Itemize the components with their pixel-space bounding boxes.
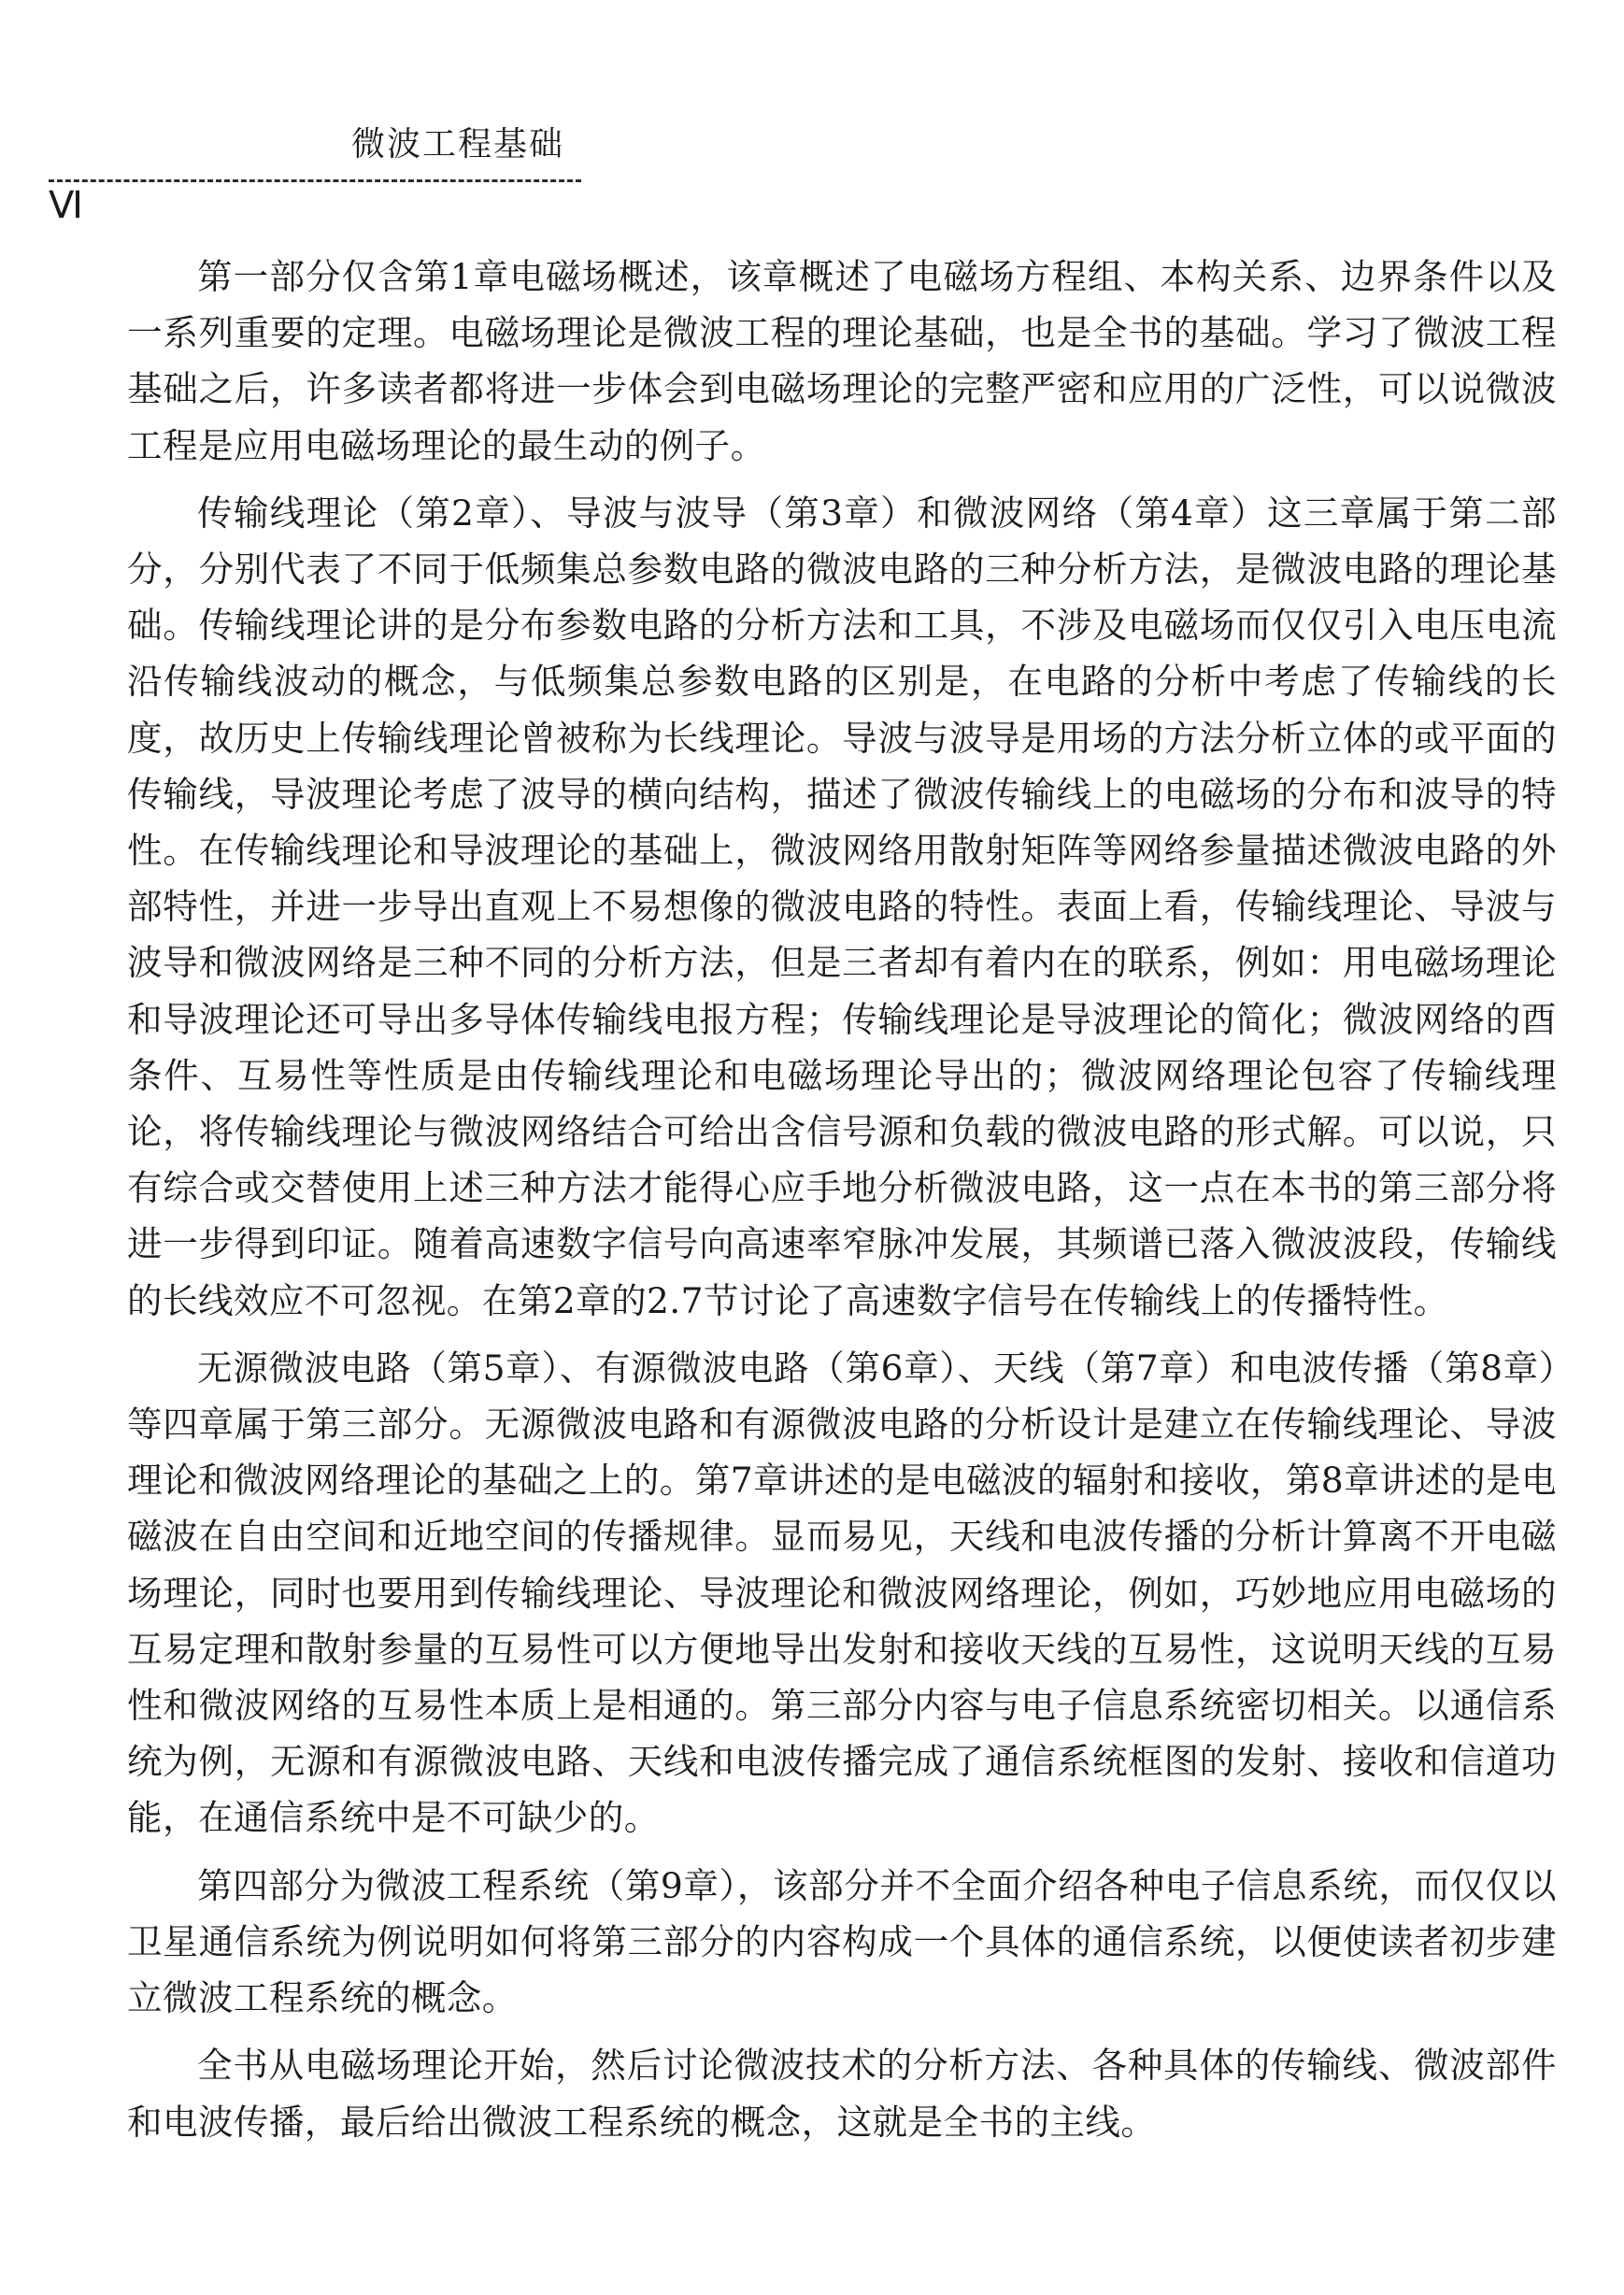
paragraph-part-four: 第四部分为微波工程系统（第9章），该部分并不全面介绍各种电子信息系统，而仅仅以卫星通信系统为例说明如何将第三部分的内容构成一个具体的通信系统，以便使读者初步建立微波工程系统的概念。 — [127, 1864, 1557, 2019]
paragraph-part-three: 无源微波电路（第5章）、有源微波电路（第6章）、天线（第7章）和电波传播（第8章）等四章属于第三部分。无源微波电路和有源微波电路的分析设计是建立在传输线理论、导波理论和微波网络理论的基础之上的。第7章讲述的是电磁波的辐射和接收，第8章讲述的是电磁波在自由空间和近地空间的传播规律。显而易见，天线和电波传播的分析计算离不开电磁场理论，同时也要用到传输线理论、导波理论和微波网络理论，例如，巧妙地应用电磁场的互易定理和散射参量的互易性可以方便地导出发射和接收天线的互易性，这说明天线的互易性和微波网络的互易性本质上是相通的。第三部分内容与电子信息系统密切相关。以通信系统为例，无源和有源微波电路、天线和电波传播完成了通信系统框图的发射、接收和信道功能，在通信系统中是不可缺少的。 — [127, 1347, 1557, 1839]
paragraph-summary: 全书从电磁场理论开始，然后讨论微波技术的分析方法、各种具体的传输线、微波部件和电波传播，最后给出微波工程系统的概念，这就是全书的主线。 — [127, 2045, 1557, 2143]
running-header — [49, 123, 581, 182]
running-title: 微波工程基础 — [350, 125, 564, 164]
page-number: Ⅵ — [49, 184, 80, 227]
body-text — [127, 249, 1557, 2161]
paragraph-part-one: 第一部分仅含第1章电磁场概述，该章概述了电磁场方程组、本构关系、边界条件以及一系列重要的定理。电磁场理论是微波工程的理论基础，也是全书的基础。学习了微波工程基础之后，许多读者都将进一步体会到电磁场理论的完整严密和应用的广泛性，可以说微波工程是应用电磁场理论的最生动的例子。 — [127, 256, 1557, 466]
paragraph-part-two: 传输线理论（第2章）、导波与波导（第3章）和微波网络（第4章）这三章属于第二部分，分别代表了不同于低频集总参数电路的微波电路的三种分析方法，是微波电路的理论基础。传输线理论讲的是分布参数电路的分析方法和工具，不涉及电磁场而仅仅引入电压电流沿传输线波动的概念，与低频集总参数电路的区别是，在电路的分析中考虑了传输线的长度，故历史上传输线理论曾被称为长线理论。导波与波导是用场的方法分析立体的或平面的传输线，导波理论考虑了波导的横向结构，描述了微波传输线上的电磁场的分布和波导的特性。在传输线理论和导波理论的基础上，微波网络用散射矩阵等网络参量描述微波电路的外部特性，并进一步导出直观上不易想像的微波电路的特性。表面上看，传输线理论、导波与波导和微波网络是三种不同的分析方法，但是三者却有着内在的联系，例如：用电磁场理论和导波理论还可导出多导体传输线电报方程；传输线理论是导波理论的简化；微波网络的酉条件、互易性等性质是由传输线理论和电磁场理论导出的；微波网络理论包容了传输线理论，将传输线理论与微波网络结合可给出含信号源和负载的微波电路的形式解。可以说，只有综合或交替使用上述三种方法才能得心应手地分析微波电路，这一点在本书的第三部分将进一步得到印证。随着高速数字信号向高速率窄脉冲发展，其频谱已落入微波波段，传输线的长线效应不可忽视。在第2章的2.7节讨论了高速数字信号在传输线上的传播特性。 — [127, 492, 1557, 1321]
